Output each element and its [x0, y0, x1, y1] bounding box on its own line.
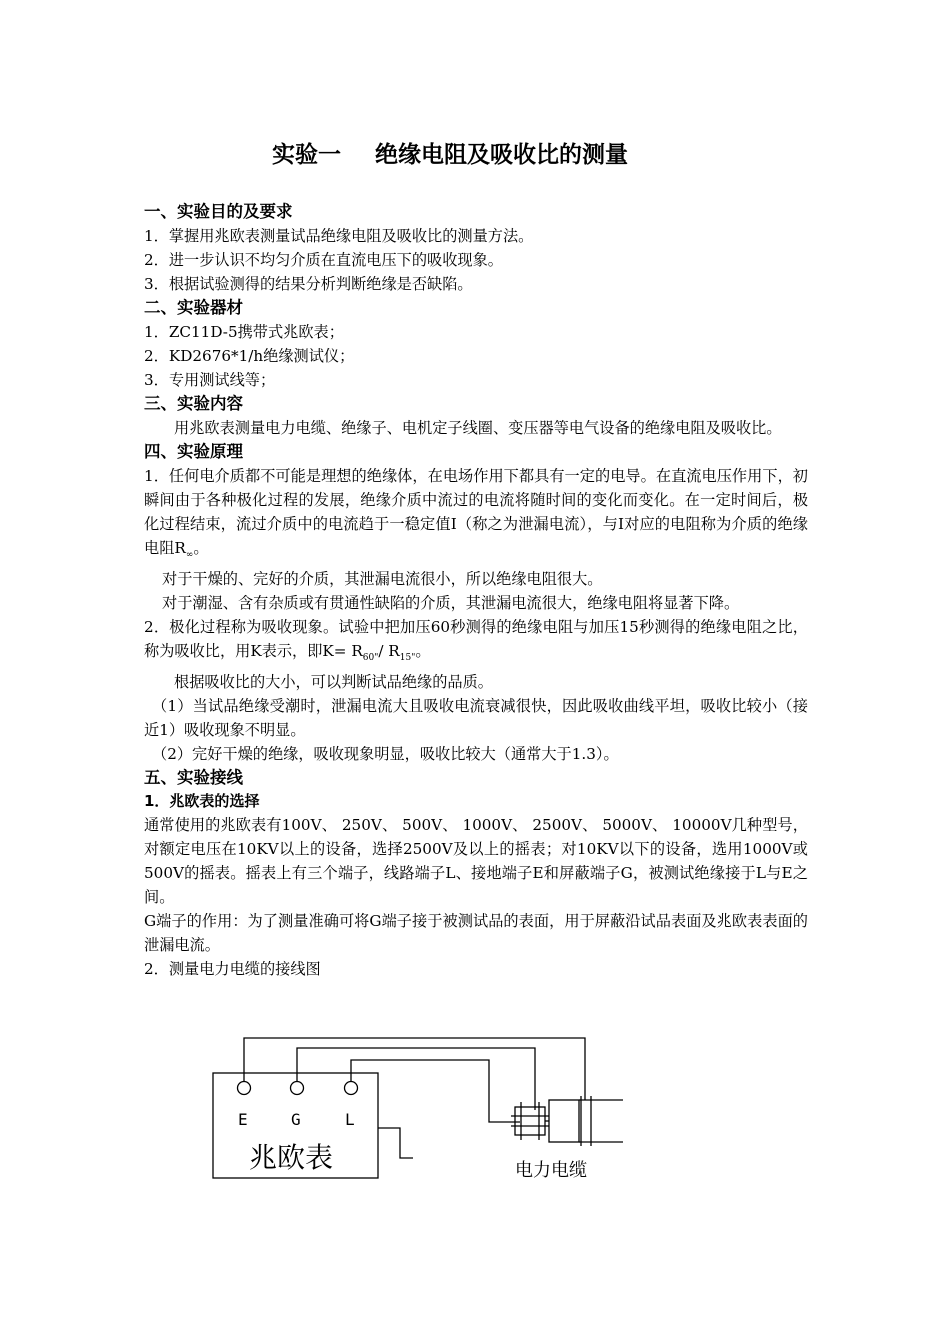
paragraph-text: 1．任何电介质都不可能是理想的绝缘体，在电场作用下都具有一定的电导。在直流电压作用下，初瞬间由于各种极化过程的发展，绝缘介质中流过的电流将随时间的变化而变化。在一定时间后，极化过程结束，流过介质中的电流趋于一稳定值I（称之为泄漏电流），与I对应的电阻称为介质的绝缘电阻: [144, 467, 808, 557]
paragraph-text: 2．极化过程称为吸收现象。试验中把加压60秒测得的绝缘电阻与加压15秒测得的绝缘电阻之比，称为吸收比，用K表示，即: [144, 618, 808, 661]
formula-r: R: [174, 539, 186, 557]
terminal-g-label: G: [291, 1110, 301, 1129]
list-item: 1．掌握用兆欧表测量试品绝缘电阻及吸收比的测量方法。: [144, 227, 534, 245]
formula-subscript: 60": [362, 653, 379, 664]
cable-body: [549, 1100, 579, 1142]
paragraph: [144, 615, 808, 670]
terminal-l-circle: [345, 1082, 358, 1095]
document-body: [144, 200, 808, 981]
formula-subscript: 15": [399, 653, 416, 664]
megohmmeter-label: 兆欧表: [249, 1141, 334, 1174]
terminal-e-circle: [238, 1082, 251, 1095]
paragraph: 根据吸收比的大小，可以判断试品绝缘的品质。: [174, 673, 493, 692]
terminal-l-label: L: [345, 1110, 355, 1129]
formula-k: K= R: [322, 642, 363, 661]
paragraph: （2）完好干燥的绝缘，吸收现象明显，吸收比较大（通常大于1.3）。: [152, 745, 619, 764]
section-heading-principle: 四、实验原理: [144, 442, 243, 461]
section-heading-content: 三、实验内容: [144, 394, 243, 413]
title-part2: 绝缘电阻及吸收比的测量: [375, 142, 628, 168]
cable-shield-ring: [515, 1107, 545, 1135]
title-part1: 实验一: [272, 142, 341, 168]
formula-mid: / R: [378, 642, 400, 661]
list-item: 3．专用测试线等；: [144, 371, 276, 389]
terminal-e-label: E: [238, 1110, 248, 1129]
paragraph: 通常使用的兆欧表有100V、 250V、 500V、 1000V、 2500V、 5000V、 10000V几种型号，对额定电压在10KV以上的设备，选择2500V及以上的摇表；对10KV以下的设备，选用1000V或500V的摇表。摇表上有三个端子，线路端子L、接地端子E和屏蔽端子G，被测试绝缘接于L与E之间。: [144, 816, 808, 907]
terminal-g-circle: [291, 1082, 304, 1095]
paragraph: （1）当试品绝缘受潮时，泄漏电流大且吸收电流衰减很快，因此吸收曲线平坦，吸收比较小（接近1）吸收现象不明显。: [144, 697, 808, 740]
list-item: 2．KD2676*1/h绝缘测试仪；: [144, 347, 355, 365]
list-item: 1．ZC11D-5携带式兆欧表；: [144, 323, 344, 341]
paragraph: 对于干燥的、完好的介质，其泄漏电流很小，所以绝缘电阻很大。: [162, 570, 603, 589]
wire-e: [244, 1038, 585, 1100]
paragraph: G端子的作用：为了测量准确可将G端子接于被测试品的表面，用于屏蔽沿试品表面及兆欧表表面的泄漏电流。: [144, 912, 808, 955]
page-title: [0, 136, 900, 169]
wire-l: [351, 1060, 520, 1122]
paragraph: 用兆欧表测量电力电缆、绝缘子、电机定子线圈、变压器等电气设备的绝缘电阻及吸收比。: [174, 419, 782, 437]
punctuation: 。: [415, 642, 431, 661]
cable-label: 电力电缆: [515, 1160, 587, 1181]
punctuation: 。: [193, 539, 209, 557]
paragraph: [144, 464, 808, 567]
formula-subscript: ∞: [185, 550, 194, 561]
wiring-diagram: [205, 1030, 635, 1190]
paragraph: 对于潮湿、含有杂质或有贯通性缺陷的介质，其泄漏电流很大，绝缘电阻将显著下降。: [162, 594, 740, 613]
list-item: 2．进一步认识不均匀介质在直流电压下的吸收现象。: [144, 251, 503, 269]
list-item: 3．根据试验测得的结果分析判断绝缘是否缺陷。: [144, 275, 473, 293]
subheading: 1．兆欧表的选择: [144, 792, 260, 811]
paragraph: 2．测量电力电缆的接线图: [144, 960, 321, 979]
section-heading-objectives: 一、实验目的及要求: [144, 202, 293, 221]
meter-lead: [378, 1128, 413, 1158]
section-heading-wiring: 五、实验接线: [144, 768, 243, 788]
wire-g: [297, 1048, 535, 1110]
section-heading-equipment: 二、实验器材: [144, 298, 243, 317]
